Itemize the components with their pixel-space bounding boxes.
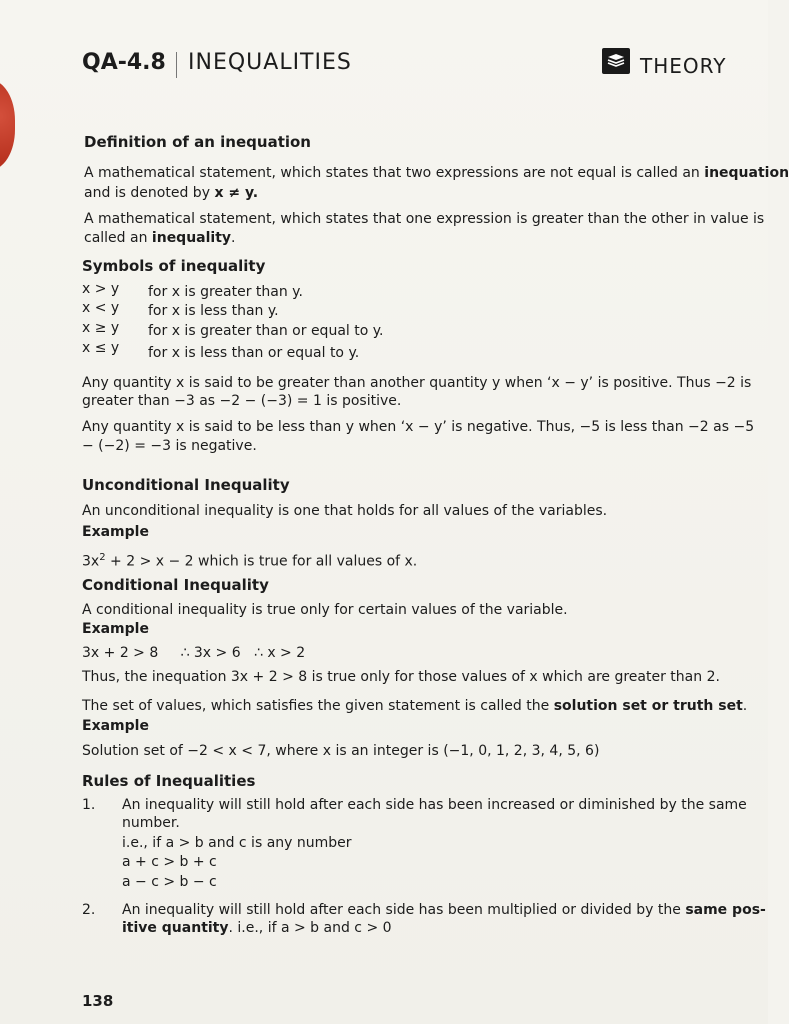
- conditional-example-label: Example: [82, 621, 149, 637]
- definition-line-4: [84, 229, 236, 247]
- book-icon: [602, 48, 630, 74]
- symbols-heading: Symbols of inequality: [82, 257, 266, 275]
- rule-2-text: . i.e., if a > b and c > 0: [228, 920, 392, 936]
- conditional-text: A conditional inequality is true only for certain values of the variable.: [82, 602, 568, 618]
- rule-1-line-3: i.e., if a > b and c is any number: [122, 835, 352, 851]
- unconditional-example-label: Example: [82, 524, 149, 540]
- rule-1-line-1: An inequality will still hold after each side has been increased or diminished by the same: [122, 797, 747, 813]
- rule-2-text: An inequality will still hold after each side has been multiplied or divided by the: [122, 902, 686, 918]
- definition-text: called an: [84, 230, 152, 246]
- symbol-le-desc: for x is less than or equal to y.: [148, 345, 360, 361]
- solution-example-label: Example: [82, 718, 149, 734]
- page-number: 138: [82, 992, 114, 1010]
- symbol-ge-desc: for x is greater than or equal to y.: [148, 323, 384, 339]
- symbol-le: x ≤ y: [82, 340, 120, 356]
- greater-than-para-1: Any quantity x is said to be greater than another quantity y when ‘x − y’ is positive. Thus −2 is: [82, 375, 752, 391]
- solution-example: Solution set of −2 < x < 7, where x is an integer is (−1, 0, 1, 2, 3, 4, 5, 6): [82, 743, 600, 759]
- notation-not-equal: x ≠ y.: [214, 185, 259, 201]
- greater-than-para-2: greater than −3 as −2 − (−3) = 1 is positive.: [82, 393, 402, 409]
- rules-heading: Rules of Inequalities: [82, 772, 256, 790]
- rule-1-line-4: a + c > b + c: [122, 854, 217, 870]
- conditional-thus: Thus, the inequation 3x + 2 > 8 is true only for those values of x which are greater than 2.: [82, 669, 720, 685]
- rule-1-line-5: a − c > b − c: [122, 874, 217, 890]
- symbol-gt-desc: for x is greater than y.: [148, 284, 303, 300]
- example-term: 3x: [82, 553, 100, 570]
- punctuation: .: [742, 698, 748, 714]
- rule-1-number: 1.: [82, 797, 96, 813]
- term-solution-set: solution set or truth set: [553, 698, 743, 714]
- conditional-example: 3x + 2 > 8 ∴ 3x > 6 ∴ x > 2: [82, 645, 306, 661]
- thumb-finger: [0, 80, 15, 170]
- example-rest: + 2 > x − 2 which is true for all values of x.: [105, 553, 418, 570]
- rule-1-line-2: number.: [122, 815, 180, 831]
- symbol-ge: x ≥ y: [82, 320, 120, 336]
- conditional-heading: Conditional Inequality: [82, 576, 269, 594]
- symbol-gt: x > y: [82, 281, 120, 297]
- rule-2-number: 2.: [82, 902, 96, 918]
- solution-set-text: The set of values, which satisfies the given statement is called the: [82, 698, 554, 714]
- symbol-lt: x < y: [82, 300, 120, 316]
- section-code: QA-4.8: [82, 50, 166, 75]
- less-than-para-2: − (−2) = −3 is negative.: [82, 438, 257, 454]
- header-divider: [176, 52, 177, 78]
- rule-2-line-2: [122, 919, 392, 937]
- term-positive-quantity: itive quantity: [122, 920, 229, 936]
- symbol-lt-desc: for x is less than y.: [148, 303, 279, 319]
- definition-line-3: A mathematical statement, which states that one expression is greater than the other in value is: [84, 211, 765, 227]
- unconditional-heading: Unconditional Inequality: [82, 476, 290, 494]
- definition-heading: Definition of an inequation: [84, 133, 311, 151]
- punctuation: .: [231, 230, 236, 246]
- rule-2-line-1: [122, 901, 766, 919]
- page-header: [82, 46, 732, 86]
- term-inequality: inequality: [151, 230, 232, 246]
- unconditional-example: [82, 549, 417, 571]
- solution-set-definition: [82, 697, 747, 715]
- definition-line-2: [84, 184, 258, 202]
- definition-line-1: [84, 164, 789, 182]
- theory-label: THEORY: [640, 54, 727, 78]
- unconditional-text: An unconditional inequality is one that holds for all values of the variables.: [82, 503, 608, 519]
- definition-text: and is denoted by: [84, 185, 215, 201]
- less-than-para-1: Any quantity x is said to be less than y when ‘x − y’ is negative. Thus, −5 is less than −2 as −5: [82, 419, 755, 435]
- term-same-positive: same pos-: [685, 902, 766, 918]
- definition-text: A mathematical statement, which states that two expressions are not equal is called an: [84, 165, 705, 181]
- chapter-title: INEQUALITIES: [188, 50, 352, 75]
- term-inequation: inequation: [704, 165, 789, 181]
- exponent: 2: [99, 552, 106, 563]
